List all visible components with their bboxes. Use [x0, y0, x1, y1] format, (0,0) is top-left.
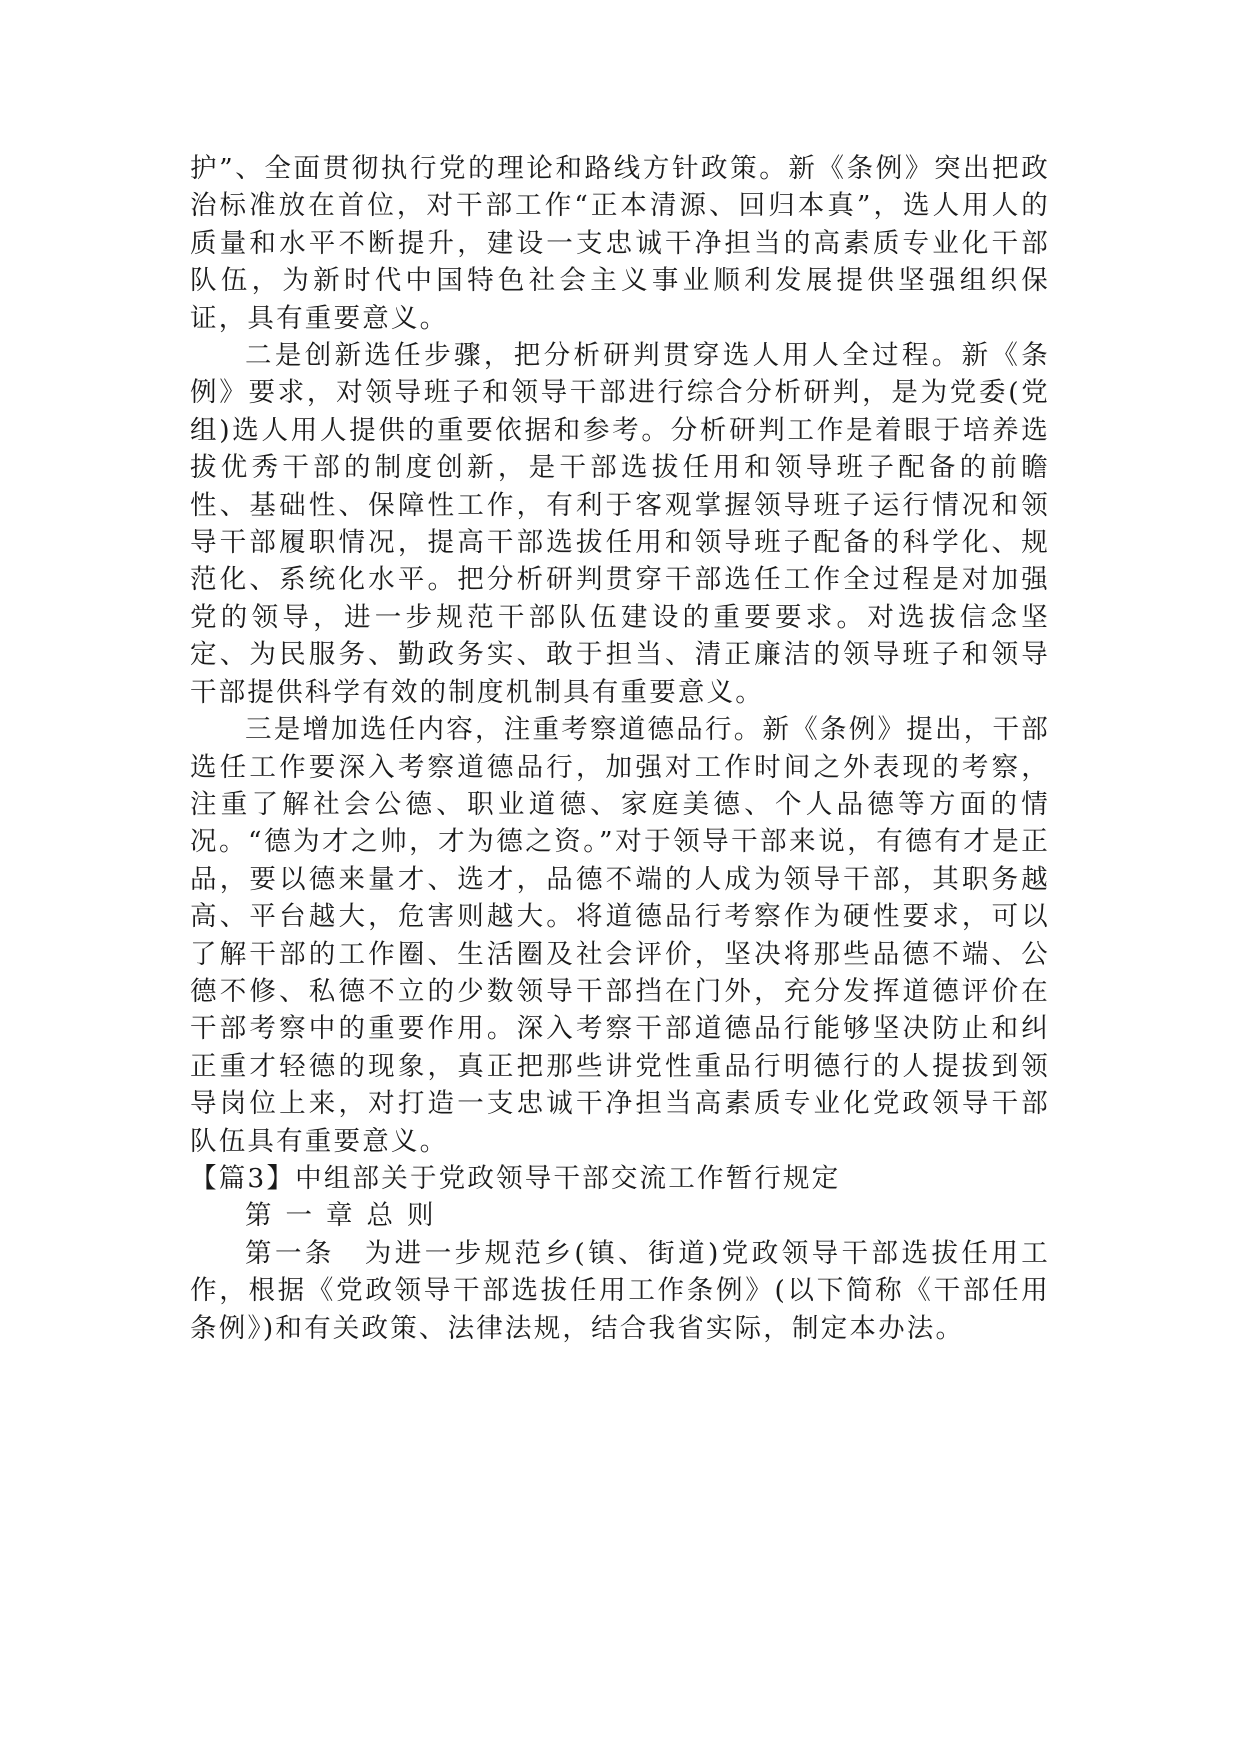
- paragraph-point-two: 二是创新选任步骤，把分析研判贯穿选人用人全过程。新《条例》要求，对领导班子和领导干部进行综合分析研判，是为党委(党组)选人用人提供的重要依据和参考。分析研判工作是着眼于培养选拔优秀干部的制度创新，是干部选拔任用和领导班子配备的前瞻性、基础性、保障性工作，有利于客观掌握领导班子运行情况和领导干部履职情况，提高干部选拔任用和领导班子配备的科学化、规范化、系统化水平。把分析研判贯穿干部选任工作全过程是对加强党的领导，进一步规范干部队伍建设的重要要求。对选拔信念坚定、为民服务、勤政务实、敢于担当、清正廉洁的领导班子和领导干部提供科学有效的制度机制具有重要意义。: [190, 340, 1050, 708]
- chapter-title: 第一章总则: [245, 1200, 448, 1232]
- article-one: 第一条 为进一步规范乡(镇、街道)党政领导干部选拔任用工作，根据《党政领导干部选拔任用工作条例》(以下简称《干部任用条例》)和有关政策、法律法规，结合我省实际，制定本办法。: [190, 1237, 1050, 1344]
- paragraph-point-three: 三是增加选任内容，注重考察道德品行。新《条例》提出，干部选任工作要深入考察道德品行，加强对工作时间之外表现的考察，注重了解社会公德、职业道德、家庭美德、个人品德等方面的情况。“德为才之帅，才为德之资。”对于领导干部来说，有德有才是正品，要以德来量才、选才，品德不端的人成为领导干部，其职务越高、平台越大，危害则越大。将道德品行考察作为硬性要求，可以了解干部的工作圈、生活圈及社会评价，坚决将那些品德不端、公德不修、私德不立的少数领导干部挡在门外，充分发挥道德评价在干部考察中的重要作用。深入考察干部道德品行能够坚决防止和纠正重才轻德的现象，真正把那些讲党性重品行明德行的人提拔到领导岗位上来，对打造一支忠诚干净担当高素质专业化党政领导干部队伍具有重要意义。: [190, 714, 1050, 1157]
- paragraph-continuation: 护”、全面贯彻执行党的理论和路线方针政策。新《条例》突出把政治标准放在首位，对干部工作“正本清源、回归本真”，选人用人的质量和水平不断提升，建设一支忠诚干净担当的高素质专业化干部队伍，为新时代中国特色社会主义事业顺利发展提供坚强组织保证，具有重要意义。: [190, 153, 1050, 334]
- section-heading: 【篇3】中组部关于党政领导干部交流工作暂行规定: [190, 1162, 841, 1194]
- document-body: [190, 150, 1050, 1347]
